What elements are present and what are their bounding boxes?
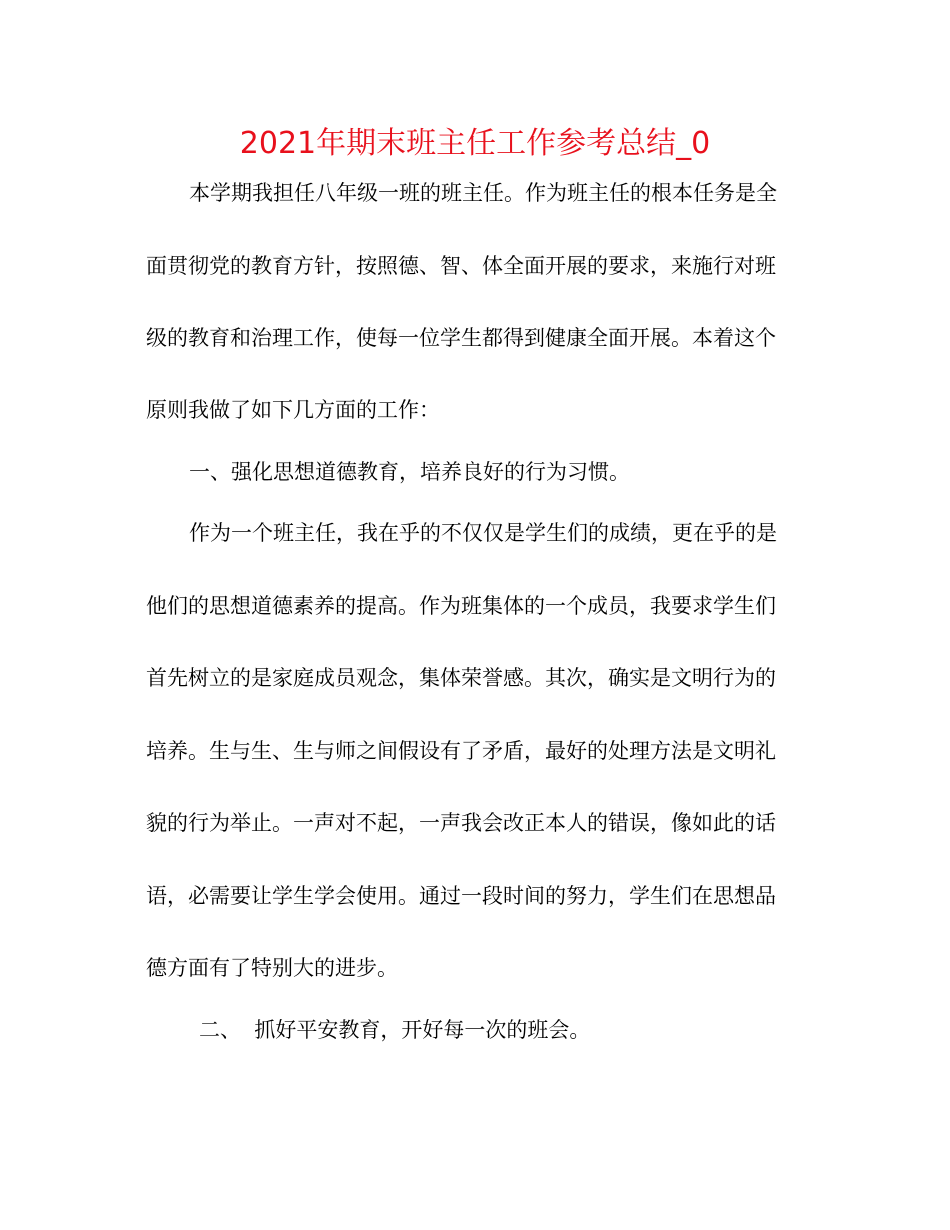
paragraph-line: 语，必需要让学生学会使用。通过一段时间的努力，学生们在思想品	[146, 884, 776, 908]
paragraph-line: 本学期我担任八年级一班的班主任。作为班主任的根本任务是全	[189, 181, 777, 205]
paragraph-line: 作为一个班主任，我在乎的不仅仅是学生们的成绩，更在乎的是	[189, 521, 777, 545]
paragraph-line: 培养。生与生、生与师之间假设有了矛盾，最好的处理方法是文明礼	[146, 739, 776, 763]
document-title: 2021年期末班主任工作参考总结_0	[239, 126, 711, 161]
paragraph-line: 级的教育和治理工作，使每一位学生都得到健康全面开展。本着这个	[146, 326, 776, 350]
paragraph-line: 他们的思想道德素养的提高。作为班集体的一个成员，我要求学生们	[146, 594, 776, 618]
section-heading: 一、强化思想道德教育，培养良好的行为习惯。	[189, 460, 630, 484]
paragraph-line: 德方面有了特别大的进步。	[146, 956, 398, 980]
section-heading: 二、 抓好平安教育，开好每一次的班会。	[199, 1018, 591, 1042]
paragraph-line: 貌的行为举止。一声对不起，一声我会改正本人的错误，像如此的话	[146, 811, 776, 835]
paragraph-line: 原则我做了如下几方面的工作：	[146, 398, 440, 422]
paragraph-line: 面贯彻党的教育方针，按照德、智、体全面开展的要求，来施行对班	[146, 254, 776, 278]
paragraph-line: 首先树立的是家庭成员观念，集体荣誉感。其次，确实是文明行为的	[146, 666, 776, 690]
